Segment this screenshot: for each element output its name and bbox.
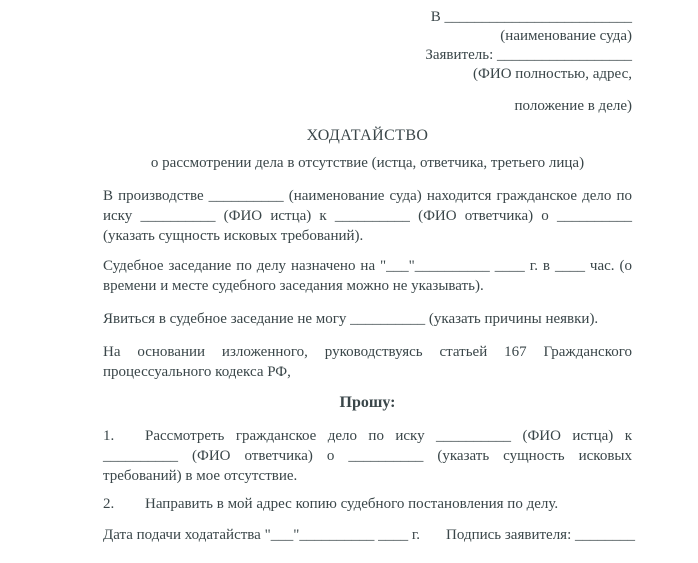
document-header [103, 8, 632, 116]
signature-line: Подпись заявителя: ________ [446, 527, 635, 543]
document-subtitle: о рассмотрении дела в отсутствие (истца, ответчика, третьего лица) [150, 155, 585, 171]
applicant-line: Заявитель: __________________ [425, 47, 632, 63]
paragraph-absence-reason: Явиться в судебное заседание не могу __________ (указать причины неявки). [103, 311, 599, 327]
court-hint: (наименование суда) [500, 28, 632, 44]
paragraph-legal-basis: На основании изложенного, руководствуясь статьей 167 Гражданского процессуального кодекса РФ, [103, 344, 632, 380]
court-line: В _________________________ [430, 9, 632, 25]
document-footer [103, 525, 635, 545]
filing-date-line: Дата подачи ходатайства "___"__________ ____ г. [103, 527, 421, 543]
paragraph-case-in-production: В производстве __________ (наименование суда) находится гражданское дело по иску __________ (ФИО истца) к __________ (ФИО ответчика) о __________ (указать сущность исковых требований). [103, 188, 632, 244]
item-number: 1. [103, 428, 115, 444]
applicant-hint-2: положение в деле) [514, 98, 632, 114]
request-heading: Прошу: [339, 394, 396, 411]
header-spacer [103, 84, 632, 97]
request-item-2 [103, 494, 632, 514]
item-number: 2. [103, 496, 115, 512]
paragraph-hearing-date: Судебное заседание по делу назначено на "___"__________ ____ г. в ____ час. (о времени и месте судебного заседания можно не указывать). [103, 258, 632, 294]
applicant-hint-1: (ФИО полностью, адрес, [473, 66, 632, 82]
item-text: Рассмотреть гражданское дело по иску __________ (ФИО истца) к __________ (ФИО ответчика) о __________ (указать сущность исковых требований) в мое отсутствие. [103, 428, 632, 484]
item-text: Направить в мой адрес копию судебного постановления по делу. [145, 496, 559, 512]
document-title: ХОДАТАЙСТВО [306, 127, 429, 144]
request-item-1 [103, 426, 632, 486]
